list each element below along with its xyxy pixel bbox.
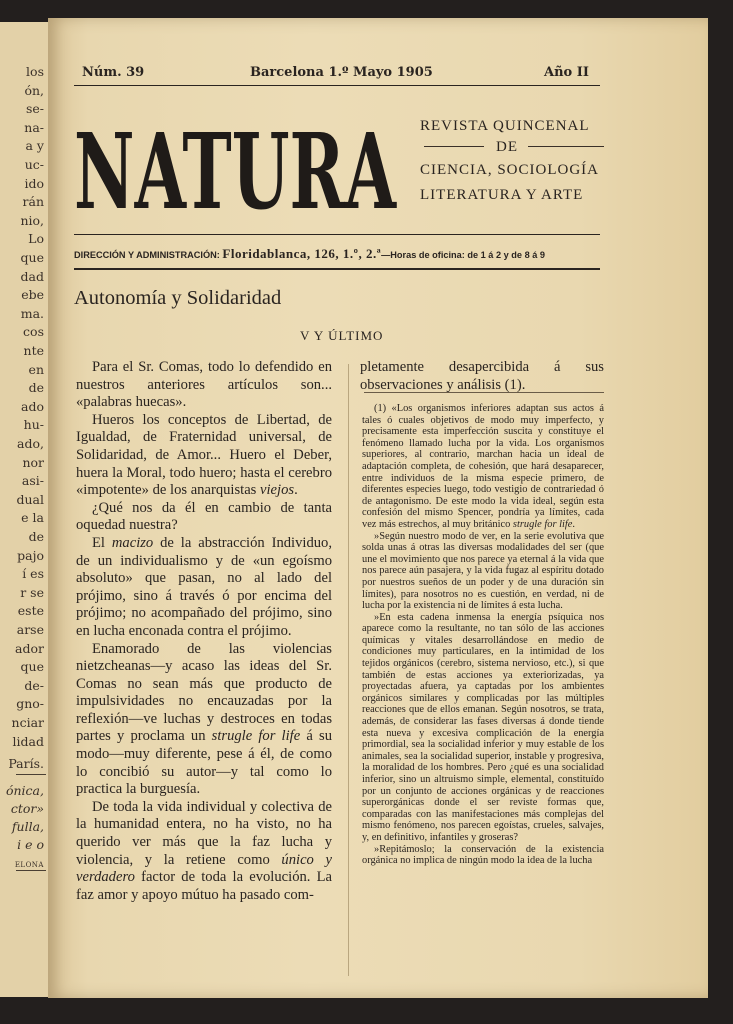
prev-page-fragment: r se [20, 584, 44, 600]
prev-page-fragment: nor [22, 454, 44, 470]
prev-page-fragment: ido [24, 175, 44, 191]
prev-page-footer-fragment: fulla, [11, 819, 44, 834]
masthead-rule-top [74, 234, 600, 235]
prev-page-fragment: Lo [28, 231, 44, 247]
prev-page-fragment: e la [21, 510, 44, 526]
prev-page-fragment: de- [24, 677, 44, 693]
prev-page-fragment: ado [21, 398, 44, 414]
prev-page-fragment: arse [16, 622, 44, 637]
previous-page-edge [0, 22, 50, 997]
prev-page-fragment: ma. [20, 305, 44, 321]
article-column-right: pletamente desapercibida á sus observaciones y análisis (1). [360, 359, 604, 393]
prev-page-rule [16, 870, 46, 871]
prev-page-fragment: asi- [21, 473, 44, 489]
header-rule [74, 85, 600, 86]
article-column-left: Para el Sr. Comas, todo lo defendido en nuestros anteriores artículos son... «palabras huecas». Hueros los conceptos de Libertad, de Igualdad, de Fraternidad universal, de Solidaridad, de Amor... Huero el Deber, huera la Moral, todo huero; hasta el cerebro «impotente» de los anarquistas viejos. ¿Qué nos da él en cambio de tanta oquedad nuestra? El macizo de la abstracción Individuo, de un individualismo y de «un egoísmo absoluto» que pasan, no al lado del prójimo, sino á través ó por encima del prójimo; no acompañado del prójimo, sino en lucha enconada contra el prójimo. Enamorado de las violencias nietzcheanas—y acaso las ideas del Sr. Comas no sean más que producto de impulsividades no encauzadas por la reflexión—ve luchas y destroces en todas partes y proclama un strugle for life á su modo—muy diferente, pese á él, de como lo concibió su autor—y tal como lo practica la burguesía. De toda la vida individual y colectiva de la humanidad entera, no ha visto, no ha querido ver más que la faz lucha y violencia, y la retiene como único y verdadero factor de toda la evolución. La faz amor y apoyo mútuo ha pasado com- [76, 359, 332, 903]
prev-page-fragment: que [20, 659, 44, 675]
newspaper-page [48, 18, 708, 998]
prev-page-footer-fragment: ctor» [10, 801, 44, 816]
prev-page-footer-fragment: ónica, [5, 783, 44, 798]
prev-page-footer-fragment: París. [8, 756, 44, 771]
prev-page-fragment: que [20, 250, 44, 265]
prev-page-fragment: en [28, 361, 44, 377]
footnote: (1) «Los organismos inferiores adaptan sus actos á tales ó cuales objetivos de modo muy imperfecto, y precisamente esta imperfección suscita y constituye el fenómeno llamado lucha por la vida. Los organismos superiores, al contrario, marchan hacia un ideal de adaptación completa, de cohesión, que hará desaparecer, entre individuos de la misma especie primero, de diferentes especies luego, todo vestigio de contrariedad ó de antagonismo. De este modo la vida ideal, según esta confesión del mismo Spencer, pondría ya límites, cada vez más estrechos, al muy británico strugle for life. »Según nuestro modo de ver, en la serie evolutiva que solda unas á otras las diversas modalidades del ser (que une el movimiento que nos parece ya eternal á la vida que nos parece aún pasajera, y la vida fugaz al espíritu dotado por nuestros sueños de un poder y de una duración sin límites), para nosotros no es cuestión, en verdad, ni de lucha por la existencia ni de límites á esta lucha. »En esta cadena inmensa la energía psíquica nos aparece como la resultante, no tan sólo de las acciones químicas y vitales desarrollándose en medio de condiciones muy particulares, en la intimidad de los tejidos orgánicos (cerebro, sistema nervioso, etc.), si que también de estas acciones ya exteriorizadas, ya proyectadas afuera, ya captadas por los ambientes orgánicos similares y complicadas por las múltiples reacciones que de ellos emanan. Según nosotros, se trata, además, de considerar las fases diversas á donde tiende esta nueva y excesiva complicación de la energía primordial, sea la socialidad inferior y muy estable de los animales, sea la socialidad superior, instable y progresiva, la moralidad de los hombres. Pero ¿qué es una socialidad inferior, sino un altruismo simple, elemental, constituído por un conjunto de acciones orgánicas y de reacciones superorgánicas donde el ser reviste formas que, comparadas con las manifestaciones más complejas del mismo fenómeno, nos parecen egoístas, crueles, salvajes, y, en definitivo, infantiles y groseras? »Repitámoslo; la conservación de la existencia orgánica no implica de ningún modo la idea de la lucha [362, 403, 604, 867]
direccion-label: DIRECCIÓN Y ADMINISTRACIÓN: [74, 250, 220, 260]
direccion-hours: —Horas de oficina: de 1 á 2 y de 8 á 9 [381, 250, 546, 260]
logo-text: NATURA [74, 110, 397, 222]
prev-page-fragment: ón, [24, 82, 44, 98]
prev-page-fragment: pajo [17, 547, 44, 563]
article-title: Autonomía y Solidaridad [74, 287, 282, 309]
subtitle-line-3: CIENCIA, SOCIOLOGÍA [420, 162, 599, 178]
prev-page-fragment: uc- [24, 157, 44, 172]
footnote-rule [364, 392, 604, 393]
subtitle-line-2: DE [496, 139, 518, 155]
issue-year: Año II [544, 65, 589, 80]
column-divider [348, 364, 349, 976]
prev-page-rule [16, 774, 46, 775]
prev-page-footer-fragment: i e o [17, 837, 44, 852]
prev-page-fragment: cos [23, 324, 44, 340]
prev-page-fragment: hu- [23, 417, 44, 433]
prev-page-fragment: nte [23, 343, 44, 358]
direccion-line [74, 246, 545, 262]
subtitle-rule-left [424, 146, 484, 147]
issue-date: Barcelona 1.º Mayo 1905 [250, 65, 433, 80]
prev-page-fragment: este [17, 603, 44, 619]
prev-page-fragment: ado, [17, 436, 44, 451]
prev-page-fragment: los [26, 64, 44, 79]
prev-page-fragment: na- [24, 119, 44, 135]
prev-page-fragment: ebe [21, 287, 44, 303]
prev-page-fragment: nio, [20, 212, 44, 228]
subtitle-rule-right [528, 146, 604, 147]
prev-page-fragment: rán [22, 194, 44, 210]
prev-page-fragment: dual [16, 491, 44, 507]
prev-page-fragment: lidad [12, 733, 44, 749]
prev-page-fragment: de [28, 380, 44, 396]
subtitle-line-1: REVISTA QUINCENAL [420, 118, 590, 134]
prev-page-fragment: nciar [11, 715, 44, 730]
subtitle-line-4: LITERATURA Y ARTE [420, 187, 584, 203]
prev-page-fragment: gno- [16, 696, 44, 712]
issue-number: Núm. 39 [82, 65, 145, 80]
masthead-rule-bottom [74, 268, 600, 270]
article-subtitle: V Y ÚLTIMO [300, 328, 384, 343]
prev-page-fragment: ador [15, 640, 44, 656]
prev-page-fragment: a y [25, 138, 44, 154]
prev-page-fragment: de [28, 529, 44, 544]
direccion-address: Floridablanca, 126, 1.º, 2.ª [222, 246, 382, 261]
prev-page-fragment: dad [20, 268, 44, 284]
natura-logo [72, 110, 402, 222]
prev-page-fragment: se- [25, 101, 44, 117]
prev-page-footer-fragment: ELONA [14, 861, 44, 869]
prev-page-fragment: í es [22, 566, 44, 582]
